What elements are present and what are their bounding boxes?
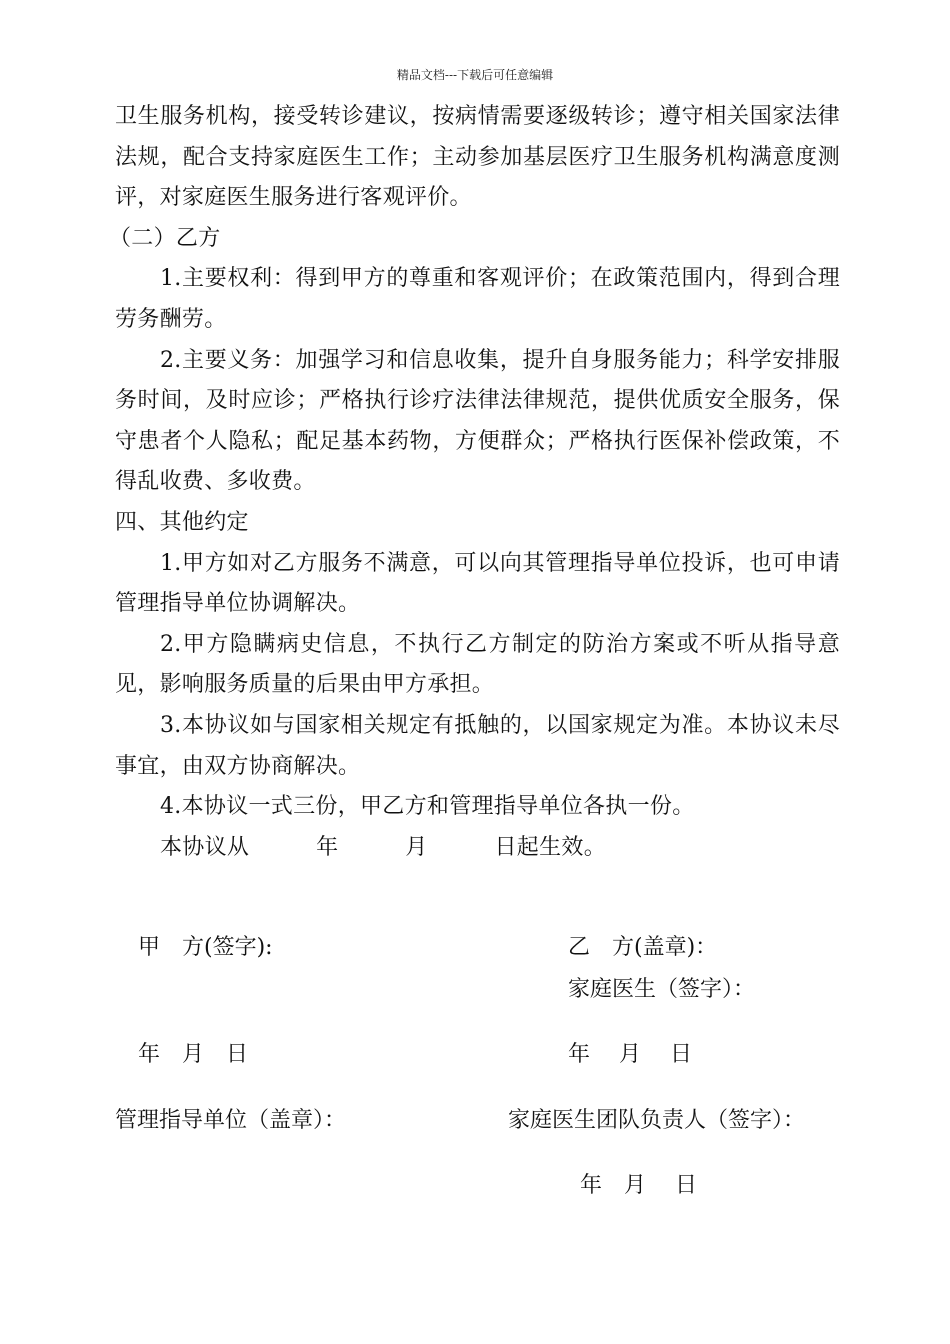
management-unit-seal-label: 管理指导单位（盖章）： bbox=[115, 1108, 347, 1133]
section-heading-other: 四、其他约定 bbox=[115, 509, 249, 535]
party-b-date: 年 月 日 bbox=[568, 1042, 692, 1067]
team-leader-date: 年 月 日 bbox=[580, 1173, 697, 1198]
document-body bbox=[109, 97, 840, 868]
paragraph-other-2: 2.甲方隐瞒病史信息，不执行乙方制定的防治方案或不听从指导意见，影响服务质量的后果由甲方承担。 bbox=[115, 631, 840, 698]
paragraph-effective-date: 本协议从 年 月 日起生效。 bbox=[160, 834, 607, 860]
party-a-date: 年 月 日 bbox=[138, 1042, 249, 1067]
paragraph-other-3: 3.本协议如与国家相关规定有抵触的，以国家规定为准。本协议未尽事宜，由双方协商解决。 bbox=[115, 712, 840, 779]
page-header: 精品文档---下载后可任意编辑 bbox=[396, 68, 554, 82]
paragraph-rights: 1.主要权利：得到甲方的尊重和客观评价；在政策范围内，得到合理劳务酬劳。 bbox=[115, 266, 840, 332]
paragraph-other-1: 1.甲方如对乙方服务不满意，可以向其管理指导单位投诉，也可申请管理指导单位协调解决。 bbox=[115, 550, 840, 617]
team-leader-signature-label: 家庭医生团队负责人（签字）： bbox=[508, 1108, 806, 1133]
party-b-seal-label: 乙 方(盖章)： bbox=[568, 935, 718, 960]
paragraph-continuation: 卫生服务机构，接受转诊建议，按病情需要逐级转诊；遵守相关国家法律法规，配合支持家庭医生工作；主动参加基层医疗卫生服务机构满意度测评，对家庭医生服务进行客观评价。 bbox=[115, 104, 840, 211]
section-heading-party-b: （二）乙方 bbox=[109, 225, 221, 251]
party-a-signature-label: 甲 方(签字): bbox=[138, 935, 273, 960]
paragraph-obligations: 2.主要义务：加强学习和信息收集，提升自身服务能力；科学安排服务时间，及时应诊；严格执行诊疗法律法律规范，提供优质安全服务，保守患者个人隐私；配足基本药物，方便群众；严格执行医保补偿政策，不得乱收费、多收费。 bbox=[115, 347, 840, 495]
family-doctor-signature-label: 家庭医生（签字）： bbox=[568, 977, 756, 1002]
paragraph-other-4: 4.本协议一式三份，甲乙方和管理指导单位各执一份。 bbox=[160, 794, 695, 820]
